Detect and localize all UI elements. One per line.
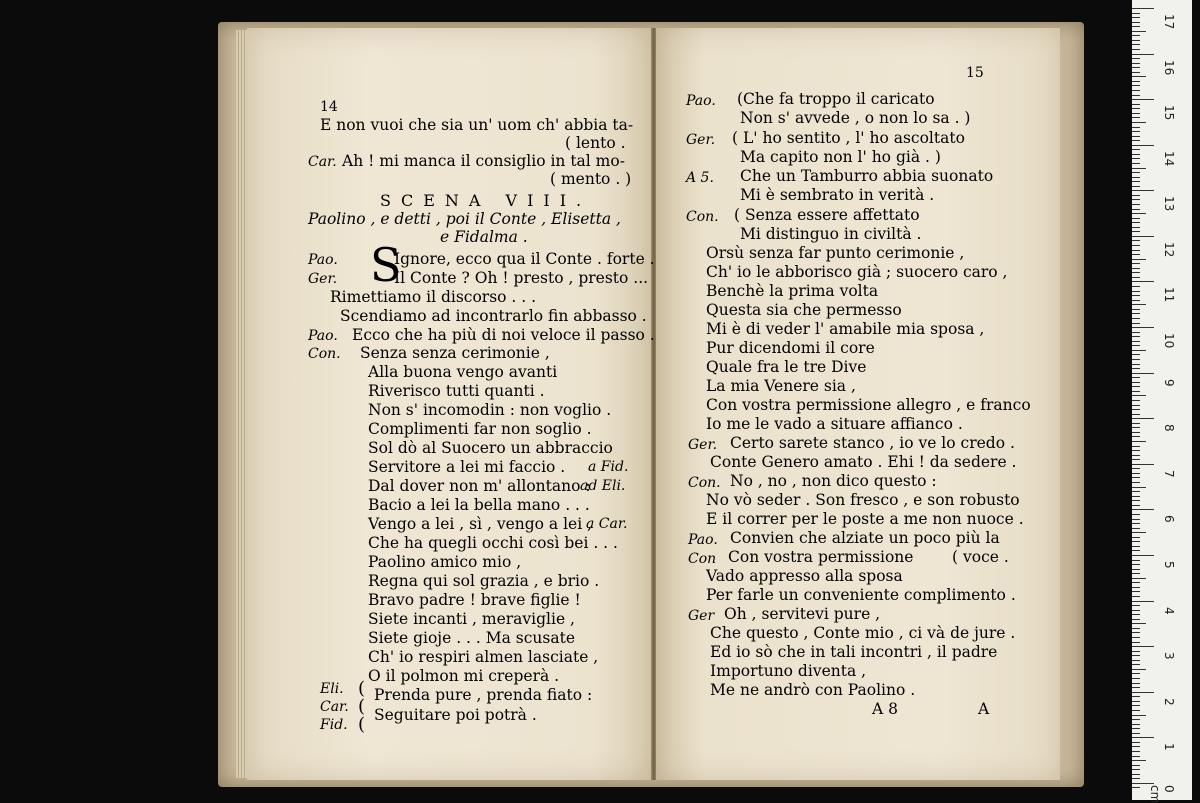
ruler-tick (1132, 514, 1140, 515)
speaker-label: Con. (686, 209, 719, 225)
speaker-label: Eli. (320, 681, 344, 697)
ruler-tick (1132, 541, 1140, 542)
ruler-tick (1132, 560, 1140, 561)
ruler-tick (1132, 487, 1146, 488)
ruler-number: 2 (1162, 697, 1176, 706)
ruler-tick (1132, 655, 1140, 656)
ruler-tick (1132, 509, 1154, 510)
ruler-tick (1132, 386, 1140, 387)
ruler-tick (1132, 323, 1140, 324)
ruler-tick (1132, 578, 1146, 579)
ruler-tick (1132, 705, 1140, 706)
ruler-tick (1132, 236, 1154, 237)
ruler-tick (1132, 669, 1146, 670)
text-line: Siete incanti , meraviglie , (368, 610, 575, 628)
ruler-tick (1132, 354, 1140, 355)
ruler-tick (1132, 459, 1140, 460)
ruler-tick (1132, 687, 1140, 688)
ruler-tick (1132, 218, 1140, 219)
ruler-tick (1132, 359, 1140, 360)
ruler-tick (1132, 427, 1140, 428)
ruler-tick (1132, 746, 1140, 747)
text-line: Quale fra le tre Dive (706, 358, 867, 376)
ruler-tick (1132, 72, 1140, 73)
ruler-tick (1132, 22, 1140, 23)
ruler-tick (1132, 54, 1154, 55)
ruler-tick (1132, 405, 1140, 406)
ruler-tick (1132, 300, 1140, 301)
ruler-tick (1132, 482, 1140, 483)
ruler-tick (1132, 582, 1140, 583)
ruler-tick (1132, 728, 1140, 729)
text-line: Ch' io le abborisco già ; suocero caro , (706, 263, 1008, 281)
text-line: Con vostra permissione (728, 548, 914, 566)
ruler-tick (1132, 696, 1140, 697)
speaker-label: Pao. (308, 252, 338, 268)
text-line: Per farle un conveniente complimento . (706, 586, 1016, 604)
brace-mark: ( ( ( (358, 678, 366, 735)
ruler-tick (1132, 40, 1140, 41)
ruler-tick (1132, 199, 1140, 200)
ruler-tick (1132, 587, 1140, 588)
stage-direction: Paolino , e detti , poi il Conte , Elisetta , (308, 210, 621, 228)
text-line: La mia Venere sia , (706, 377, 856, 395)
text-line: Sol dò al Suocero un abbraccio (368, 439, 613, 457)
text-line: Certo sarete stanco , io ve lo credo . (730, 434, 1015, 452)
ruler-tick (1132, 76, 1146, 77)
ruler-tick (1132, 532, 1146, 533)
text-line: Io me le vado a situare affianco . (706, 415, 963, 433)
ruler-number: 15 (1162, 105, 1176, 121)
ruler-tick (1132, 104, 1140, 105)
ruler-tick (1132, 505, 1140, 506)
speaker-label: Car. (308, 154, 337, 170)
text-line: Seguitare poi potrà . (374, 706, 537, 724)
ruler-tick (1132, 154, 1140, 155)
ruler-tick (1132, 774, 1140, 775)
page-number-left: 14 (320, 99, 338, 115)
ruler-tick (1132, 291, 1140, 292)
aside-direction: ad Eli. (580, 478, 626, 494)
text-line: Regna qui sol grazia , e brio . (368, 572, 600, 590)
text-line: Alla buona vengo avanti (368, 363, 558, 381)
ruler-tick (1132, 737, 1154, 738)
ruler-tick (1132, 318, 1140, 319)
ruler-tick (1132, 58, 1140, 59)
text-line: Convien che alziate un poco più la (730, 529, 1000, 547)
ruler-tick (1132, 35, 1140, 36)
ruler-tick (1132, 742, 1140, 743)
ruler-tick (1132, 122, 1146, 123)
page-number-right: 15 (966, 65, 984, 81)
text-line: Ecco che ha più di noi veloce il passo . (352, 326, 655, 344)
ruler-number: 5 (1162, 560, 1176, 569)
text-line: No , no , non dico questo : (730, 472, 937, 490)
ruler-tick (1132, 8, 1154, 9)
ruler-tick (1132, 719, 1140, 720)
text-line: Pur dicendomi il core (706, 339, 875, 357)
speaker-label: Con. (688, 475, 721, 491)
ruler-tick (1132, 136, 1140, 137)
ruler-tick (1132, 382, 1140, 383)
text-line: E il correr per le poste a me non nuoce . (706, 510, 1024, 528)
ruler-tick (1132, 145, 1154, 146)
text-line: ( lento . (565, 134, 626, 152)
ruler-tick (1132, 778, 1140, 779)
ruler-tick (1132, 523, 1140, 524)
text-line: Non s' avvede , o non lo sa . ) (740, 109, 971, 127)
speaker-label: Fid. (320, 717, 348, 733)
text-line: Vengo a lei , sì , vengo a lei , (368, 515, 593, 533)
ruler-number: 11 (1162, 287, 1176, 303)
ruler-tick (1132, 651, 1140, 652)
ruler-tick (1132, 432, 1140, 433)
ruler-tick (1132, 678, 1140, 679)
text-line: ( mento . ) (550, 170, 632, 188)
speaker-label: Pao. (688, 532, 718, 548)
text-line: Vado appresso alla sposa (706, 567, 903, 585)
text-line: Bravo padre ! brave figlie ! (368, 591, 581, 609)
ruler-tick (1132, 190, 1154, 191)
speaker-label: Ger. (688, 437, 718, 453)
text-line: Ah ! mi manca il consiglio in tal mo- (342, 152, 625, 170)
ruler-tick (1132, 127, 1140, 128)
ruler-tick (1132, 286, 1140, 287)
ruler-tick (1132, 623, 1146, 624)
ruler-tick (1132, 760, 1146, 761)
ruler-tick (1132, 341, 1140, 342)
ruler-tick (1132, 149, 1140, 150)
ruler-tick (1132, 614, 1140, 615)
ruler-number: 1 (1162, 743, 1176, 751)
ruler-tick (1132, 395, 1146, 396)
text-line: Mi distinguo in civiltà . (740, 225, 922, 243)
ruler-number: 4 (1162, 606, 1176, 615)
ruler-tick (1132, 537, 1140, 538)
aside-direction: a Car. (586, 516, 628, 532)
text-line: Rimettiamo il discorso . . . (330, 288, 537, 306)
text-line: No vò seder . Son fresco , e son robusto (706, 491, 1020, 509)
ruler-tick (1132, 259, 1146, 260)
ruler-tick (1132, 332, 1140, 333)
speaker-label: Ger. (308, 271, 338, 287)
text-line: Il Conte ? Oh ! presto , presto ... (394, 269, 649, 287)
ruler-tick (1132, 186, 1140, 187)
ruler-tick (1132, 628, 1140, 629)
ruler-tick (1132, 418, 1154, 419)
ruler-tick (1132, 313, 1140, 314)
ruler-tick (1132, 345, 1140, 346)
text-line: ( L' ho sentito , l' ho ascoltato (732, 129, 965, 147)
ruler-tick (1132, 450, 1140, 451)
ruler-tick (1132, 222, 1140, 223)
text-line: Che questo , Conte mio , ci và de jure . (710, 624, 1016, 642)
ruler-number: 14 (1162, 150, 1176, 167)
speaker-label: Ger (688, 608, 715, 624)
ruler-tick (1132, 95, 1140, 96)
ruler-tick (1132, 163, 1140, 164)
ruler-tick (1132, 368, 1140, 369)
ruler-tick (1132, 596, 1140, 597)
ruler-tick (1132, 304, 1146, 305)
ruler-tick (1132, 108, 1140, 109)
ruler-tick (1132, 414, 1140, 415)
ruler-tick (1132, 441, 1146, 442)
text-line: Non s' incomodin : non voglio . (368, 401, 612, 419)
ruler-tick (1132, 591, 1140, 592)
ruler-tick (1132, 263, 1140, 264)
ruler-number: 7 (1162, 469, 1176, 478)
ruler-tick (1132, 783, 1154, 784)
ruler-tick (1132, 31, 1146, 32)
speaker-label: Con. (308, 346, 341, 362)
ruler-tick (1132, 99, 1154, 100)
speaker-label: Pao. (308, 328, 338, 344)
ruler-tick (1132, 756, 1140, 757)
text-line: Con vostra permissione allegro , e franco (706, 396, 1031, 414)
ruler-tick (1132, 13, 1140, 14)
text-line: Me ne andrò con Paolino . (710, 681, 916, 699)
ruler-tick (1132, 550, 1140, 551)
text-line: Benchè la prima volta (706, 282, 879, 300)
ruler-tick (1132, 701, 1140, 702)
text-line: Questa sia che permesso (706, 301, 902, 319)
ruler-tick (1132, 245, 1140, 246)
ruler-tick (1132, 769, 1140, 770)
speaker-label: Car. (320, 699, 349, 715)
ruler-number: 8 (1162, 424, 1176, 432)
ruler-unit: 0 cm (1148, 784, 1176, 803)
ruler-tick (1132, 632, 1140, 633)
text-line: Prenda pure , prenda fiato : (374, 686, 593, 704)
ruler-tick (1132, 277, 1140, 278)
ruler-number: 13 (1162, 196, 1176, 212)
ruler-tick (1132, 26, 1140, 27)
scene-heading: SCENA VIII. (380, 191, 592, 210)
text-line: Ignore, ecco qua il Conte . forte . (394, 250, 655, 268)
ruler-tick (1132, 131, 1140, 132)
ruler-tick (1132, 17, 1140, 18)
ruler-tick (1132, 637, 1140, 638)
ruler-tick (1132, 309, 1140, 310)
ruler-tick (1132, 619, 1140, 620)
measuring-ruler (1132, 0, 1192, 803)
text-line: Complimenti far non soglio . (368, 420, 592, 438)
ruler-tick (1132, 692, 1154, 693)
ruler-tick (1132, 373, 1154, 374)
ruler-tick (1132, 336, 1140, 337)
ruler-tick (1132, 168, 1146, 169)
ruler-tick (1132, 240, 1140, 241)
ruler-number: 16 (1162, 59, 1176, 75)
ruler-tick (1132, 364, 1140, 365)
text-line: Servitore a lei mi faccio . (368, 458, 566, 476)
ruler-tick (1132, 204, 1140, 205)
ruler-tick (1132, 605, 1140, 606)
ruler-tick (1132, 564, 1140, 565)
ruler-tick (1132, 81, 1140, 82)
ruler-tick (1132, 117, 1140, 118)
ruler-tick (1132, 500, 1140, 501)
stage-direction: e Fidalma . (440, 228, 528, 246)
ruler-tick (1132, 231, 1140, 232)
ruler-tick (1132, 209, 1140, 210)
ruler-tick (1132, 642, 1140, 643)
ruler-tick (1132, 254, 1140, 255)
ruler-tick (1132, 787, 1140, 788)
ruler-tick (1132, 391, 1140, 392)
ruler-tick (1132, 733, 1140, 734)
ruler-tick (1132, 715, 1146, 716)
ruler-tick (1132, 177, 1140, 178)
ruler-number: 6 (1162, 515, 1176, 524)
signature-mark: A 8 (872, 700, 898, 718)
ruler-number: 9 (1162, 378, 1176, 387)
ruler-tick (1132, 327, 1154, 328)
ruler-tick (1132, 44, 1140, 45)
ruler-number: 17 (1162, 14, 1176, 30)
ruler-tick (1132, 446, 1140, 447)
ruler-tick (1132, 90, 1140, 91)
ruler-tick (1132, 227, 1140, 228)
ruler-tick (1132, 67, 1140, 68)
speaker-label: Ger. (686, 132, 716, 148)
ruler-tick (1132, 660, 1140, 661)
ruler-tick (1132, 683, 1140, 684)
ruler-tick (1132, 85, 1140, 86)
ruler-tick (1132, 477, 1140, 478)
text-line: Bacio a lei la bella mano . . . (368, 496, 590, 514)
ruler-tick (1132, 710, 1140, 711)
text-line: Siete gioje . . . Ma scusate (368, 629, 576, 647)
ruler-tick (1132, 377, 1140, 378)
ruler-tick (1132, 63, 1140, 64)
ruler-tick (1132, 546, 1140, 547)
speaker-label: Pao. (686, 93, 716, 109)
text-line: Dal dover non m' allontano : (368, 477, 591, 495)
text-line: Riverisco tutti quanti . (368, 382, 545, 400)
text-line: Ed io sò che in tali incontri , il padre (710, 643, 998, 661)
drop-cap: S (370, 238, 402, 292)
ruler-tick (1132, 573, 1140, 574)
ruler-tick (1132, 409, 1140, 410)
ruler-tick (1132, 423, 1140, 424)
text-line: E non vuoi che sia un' uom ch' abbia ta- (320, 116, 634, 134)
ruler-tick (1132, 172, 1140, 173)
ruler-tick (1132, 113, 1140, 114)
text-line: Importuno diventa , (710, 662, 867, 680)
ruler-tick (1132, 601, 1154, 602)
ruler-tick (1132, 295, 1140, 296)
text-line: Ch' io respiri almen lasciate , (368, 648, 599, 666)
text-line: ( Senza essere affettato (734, 206, 920, 224)
ruler-tick (1132, 468, 1140, 469)
ruler-tick (1132, 765, 1140, 766)
ruler-tick (1132, 268, 1140, 269)
ruler-tick (1132, 519, 1140, 520)
ruler-tick (1132, 646, 1154, 647)
ruler-tick (1132, 140, 1140, 141)
ruler-tick (1132, 350, 1146, 351)
ruler-tick (1132, 724, 1140, 725)
ruler-tick (1132, 751, 1140, 752)
ruler-tick (1132, 400, 1140, 401)
ruler-tick (1132, 496, 1140, 497)
ruler-tick (1132, 181, 1140, 182)
ruler-tick (1132, 528, 1140, 529)
ruler-tick (1132, 673, 1140, 674)
ruler-tick (1132, 158, 1140, 159)
ruler-tick (1132, 664, 1140, 665)
text-line: O il polmon mi creperà . (368, 667, 560, 685)
text-line: Mi è di veder l' amabile mia sposa , (706, 320, 985, 338)
ruler-tick (1132, 555, 1154, 556)
text-line: ( voce . (952, 548, 1009, 566)
ruler-tick (1132, 250, 1140, 251)
ruler-tick (1132, 610, 1140, 611)
ruler-tick (1132, 473, 1140, 474)
ruler-tick (1132, 464, 1154, 465)
ruler-tick (1132, 455, 1140, 456)
text-line: Paolino amico mio , (368, 553, 522, 571)
text-line: Che un Tamburro abbia suonato (740, 167, 994, 185)
aside-direction: a Fid. (588, 459, 629, 475)
text-line: (Che fa troppo il caricato (737, 90, 935, 108)
catchword: A (978, 700, 990, 718)
text-line: Senza senza cerimonie , (360, 344, 550, 362)
speaker-label: Con (688, 551, 717, 567)
text-line: Che ha quegli occhi così bei . . . (368, 534, 618, 552)
ruler-tick (1132, 569, 1140, 570)
ruler-tick (1132, 436, 1140, 437)
ruler-number: 12 (1162, 241, 1176, 258)
text-line: Oh , servitevi pure , (724, 605, 881, 623)
text-line: Mi è sembrato in verità . (740, 186, 935, 204)
ruler-number: 10 (1162, 333, 1176, 349)
text-line: Orsù senza far punto cerimonie , (706, 244, 965, 262)
ruler-number: 3 (1162, 652, 1176, 660)
speaker-label: A 5. (686, 170, 714, 186)
ruler-tick (1132, 213, 1146, 214)
ruler-tick (1132, 491, 1140, 492)
text-line: Scendiamo ad incontrarlo fin abbasso . (340, 307, 647, 325)
ruler-tick (1132, 195, 1140, 196)
text-line: Conte Genero amato . Ehi ! da sedere . (710, 453, 1017, 471)
ruler-tick (1132, 49, 1140, 50)
text-line: Ma capito non l' ho già . ) (740, 148, 941, 166)
ruler-tick (1132, 281, 1154, 282)
ruler-tick (1132, 272, 1140, 273)
